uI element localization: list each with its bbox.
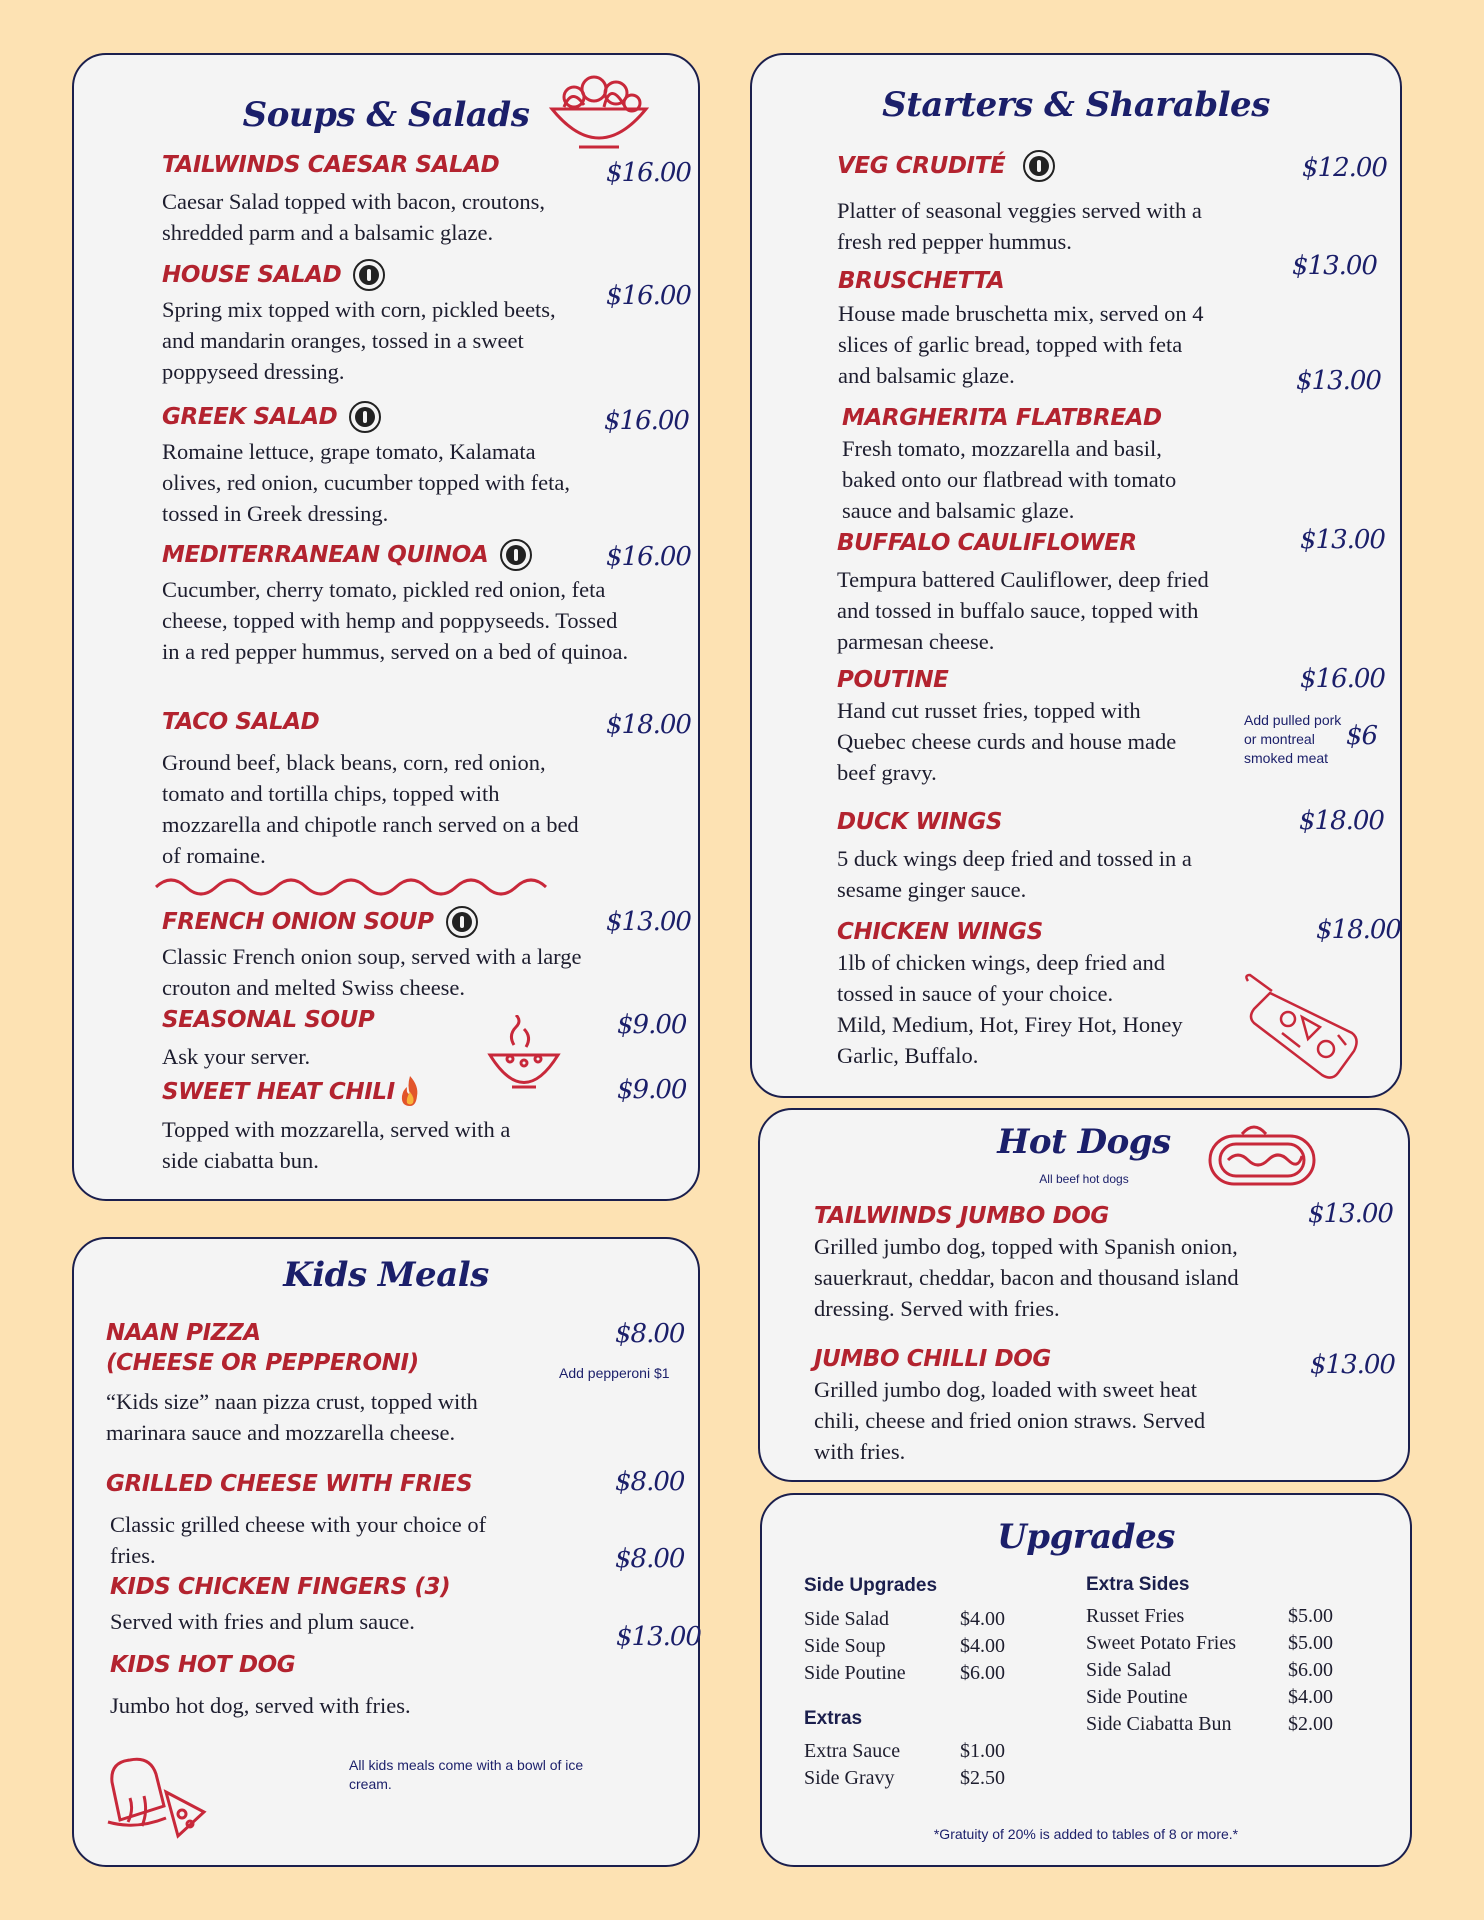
item-name: MEDITERRANEAN QUINOA <box>162 542 489 568</box>
grilled-cheese-icon <box>106 1752 216 1842</box>
item-name: TAILWINDS CAESAR SALAD <box>162 152 500 178</box>
item-description: Jumbo hot dog, served with fries. <box>110 1693 411 1718</box>
item-description: Spring mix topped with corn, pickled beets, and mandarin oranges, tossed in a sweet poppyseed dressing. <box>162 297 556 385</box>
item-price: $9.00 <box>617 1075 687 1105</box>
item-price: $8.00 <box>615 1467 685 1497</box>
item-price: $16.00 <box>604 406 689 436</box>
starters-panel <box>750 53 1402 1098</box>
section-subtitle: All beef hot dogs <box>1039 1172 1129 1186</box>
item-description: Romaine lettuce, grape tomato, Kalamata olives, red onion, cucumber topped with feta, tossed in Greek dressing. <box>162 439 571 527</box>
item-name-line2: (CHEESE OR PEPPERONI) <box>106 1350 419 1376</box>
menu-item <box>837 665 1177 788</box>
item-price: $16.00 <box>606 281 691 311</box>
item-price: $13.00 <box>616 1622 701 1652</box>
menu-item <box>162 1077 552 1176</box>
upgrade-row: Extra Sauce <box>804 1740 901 1762</box>
item-description: Grilled jumbo dog, loaded with sweet heat chili, cheese and fried onion straws. Served with fries. <box>814 1377 1206 1464</box>
charcuterie-board-icon <box>1242 973 1372 1083</box>
item-description: Ask your server. <box>162 1044 311 1069</box>
item-description: 1lb of chicken wings, deep fried and tossed in sauce of your choice. <box>837 950 1166 1006</box>
item-price: $16.00 <box>606 542 691 572</box>
item-description: “Kids size” naan pizza crust, topped with marinara sauce and mozzarella cheese. <box>106 1389 478 1445</box>
menu-item <box>162 540 632 667</box>
upgrade-price: $2.50 <box>960 1767 1005 1789</box>
item-price: $18.00 <box>606 710 691 740</box>
item-description: Hand cut russet fries, topped with Quebec cheese curds and house made beef gravy. <box>837 698 1177 785</box>
upgrade-row: Side Gravy <box>804 1767 895 1789</box>
menu-item <box>106 1469 530 1571</box>
upgrade-price: $5.00 <box>1288 1605 1333 1627</box>
upgrade-row: Side Salad <box>1086 1659 1171 1681</box>
menu-item <box>837 917 1197 1071</box>
menu-item <box>814 1201 1244 1324</box>
upgrade-price: $4.00 <box>960 1608 1005 1630</box>
menu-item <box>106 1318 526 1448</box>
item-name: SWEET HEAT CHILI <box>162 1079 395 1105</box>
item-price: $13.00 <box>1310 1350 1395 1380</box>
item-price: $13.00 <box>1308 1199 1393 1229</box>
gluten-free-icon <box>446 906 478 938</box>
item-description: Tempura battered Cauliflower, deep fried and tossed in buffalo sauce, topped with parmesan cheese. <box>837 567 1209 654</box>
side-upgrades-heading: Side Upgrades <box>804 1575 938 1596</box>
gluten-free-icon <box>349 401 381 433</box>
item-name: DUCK WINGS <box>837 809 1003 835</box>
upgrade-price: $6.00 <box>960 1662 1005 1684</box>
menu-item <box>814 1344 1234 1467</box>
upgrade-price: $4.00 <box>1288 1686 1333 1708</box>
item-description: Platter of seasonal veggies served with a fresh red pepper hummus. <box>837 198 1202 255</box>
gluten-free-icon <box>353 259 385 291</box>
flame-icon <box>397 1074 423 1108</box>
upgrade-price: $5.00 <box>1288 1632 1333 1654</box>
item-price: $18.00 <box>1299 806 1384 836</box>
upgrade-price: $2.00 <box>1288 1713 1333 1735</box>
section-title: Hot Dogs <box>997 1122 1171 1162</box>
item-name: KIDS CHICKEN FINGERS (3) <box>110 1574 451 1600</box>
item-name: NAAN PIZZA <box>106 1320 261 1346</box>
section-title: Upgrades <box>997 1517 1175 1557</box>
item-price: $13.00 <box>1300 525 1385 555</box>
section-title: Soups & Salads <box>242 95 530 135</box>
hot-dog-icon <box>1206 1116 1318 1196</box>
item-name: TACO SALAD <box>162 709 320 735</box>
item-description: Fresh tomato, mozzarella and basil, baked onto our flatbread with tomato sauce and balsamic glaze. <box>842 436 1177 523</box>
item-name: POUTINE <box>837 667 949 693</box>
upgrade-row: Side Ciabatta Bun <box>1086 1713 1232 1735</box>
item-name: HOUSE SALAD <box>162 262 342 288</box>
upgrade-row: Side Poutine <box>804 1662 906 1684</box>
item-name: MARGHERITA FLATBREAD <box>842 405 1162 431</box>
menu-item <box>837 151 1227 257</box>
item-name: SEASONAL SOUP <box>162 1007 375 1033</box>
section-title: Kids Meals <box>283 1255 489 1295</box>
item-name: GRILLED CHEESE WITH FRIES <box>106 1471 473 1497</box>
item-description: Ground beef, black beans, corn, red onion, tomato and tortilla chips, topped with mozzarella and chipotle ranch served on a bed of romaine. <box>162 750 579 868</box>
item-price: $16.00 <box>1300 664 1385 694</box>
extra-sides-heading: Extra Sides <box>1086 1574 1190 1595</box>
kids-meals-panel <box>72 1237 700 1867</box>
gluten-free-icon <box>1023 150 1055 182</box>
menu-item <box>162 1005 462 1072</box>
item-description: Classic French onion soup, served with a large crouton and melted Swiss cheese. <box>162 944 582 1001</box>
menu-item <box>162 402 582 529</box>
upgrade-row: Side Soup <box>804 1635 886 1657</box>
item-price: $13.00 <box>1292 251 1377 281</box>
kids-note: All kids meals come with a bowl of ice cream. <box>349 1757 584 1792</box>
gratuity-note: *Gratuity of 20% is added to tables of 8 or more.* <box>933 1826 1239 1842</box>
item-name: GREEK SALAD <box>162 404 338 430</box>
menu-item <box>162 150 602 248</box>
menu-item <box>837 807 1217 905</box>
item-name: BUFFALO CAULIFLOWER <box>837 530 1137 556</box>
upgrade-price: $6.00 <box>1288 1659 1333 1681</box>
item-description: House made bruschetta mix, served on 4 slices of garlic bread, topped with feta and balsamic glaze. <box>838 301 1204 388</box>
item-price: $9.00 <box>617 1010 687 1040</box>
sauce-options: Mild, Medium, Hot, Firey Hot, Honey Garlic, Buffalo. <box>837 1012 1183 1068</box>
menu-item <box>162 260 572 387</box>
item-name: FRENCH ONION SOUP <box>162 909 434 935</box>
item-price: $8.00 <box>615 1544 685 1574</box>
menu-item <box>838 266 1208 391</box>
item-description: Topped with mozzarella, served with a side ciabatta bun. <box>162 1117 511 1174</box>
item-name: KIDS HOT DOG <box>110 1652 296 1678</box>
addon-note: Add pepperoni $1 <box>559 1365 670 1381</box>
upgrade-price: $1.00 <box>960 1740 1005 1762</box>
item-price: $16.00 <box>606 158 691 188</box>
menu-item <box>110 1572 530 1637</box>
item-price: $13.00 <box>606 907 691 937</box>
upgrades-panel <box>760 1493 1412 1867</box>
item-price: $8.00 <box>615 1319 685 1349</box>
item-description: Served with fries and plum sauce. <box>110 1609 415 1634</box>
upgrade-row: Side Salad <box>804 1608 889 1630</box>
item-price: $12.00 <box>1302 153 1387 183</box>
menu-item <box>162 907 582 1003</box>
item-name: BRUSCHETTA <box>838 268 1005 294</box>
item-description: Grilled jumbo dog, topped with Spanish onion, sauerkraut, cheddar, bacon and thousand island dressing. Served with fries. <box>814 1234 1239 1321</box>
section-title: Starters & Sharables <box>882 85 1270 125</box>
gluten-free-icon <box>500 539 532 571</box>
upgrade-row: Sweet Potato Fries <box>1086 1632 1236 1654</box>
upgrade-row: Side Poutine <box>1086 1686 1188 1708</box>
item-name: JUMBO CHILLI DOG <box>814 1346 1051 1372</box>
item-description: Cucumber, cherry tomato, pickled red onion, feta cheese, topped with hemp and poppyseeds. Tossed in a red pepper hummus, served on a bed of quinoa. <box>162 577 629 665</box>
soups-salads-panel <box>72 53 700 1201</box>
hot-dogs-panel <box>758 1108 1410 1482</box>
menu-item <box>842 403 1212 526</box>
item-name: CHICKEN WINGS <box>837 919 1043 945</box>
menu-item <box>837 528 1217 657</box>
wavy-divider <box>154 875 554 899</box>
extras-heading: Extras <box>804 1708 863 1729</box>
item-description: Classic grilled cheese with your choice of fries. <box>110 1512 487 1568</box>
item-name: VEG CRUDITÉ <box>837 153 1006 179</box>
addon-price: $6 <box>1346 721 1378 751</box>
item-description: 5 duck wings deep fried and tossed in a sesame ginger sauce. <box>837 846 1192 902</box>
item-name: TAILWINDS JUMBO DOG <box>814 1203 1109 1229</box>
upgrade-price: $4.00 <box>960 1635 1005 1657</box>
item-description: Caesar Salad topped with bacon, croutons, shredded parm and a balsamic glaze. <box>162 189 546 245</box>
addon-note: Add pulled pork or montreal smoked meat <box>1244 712 1342 766</box>
menu-item <box>110 1650 530 1721</box>
menu-item <box>162 707 582 871</box>
item-price: $13.00 <box>1296 366 1381 396</box>
salad-bowl-icon <box>544 67 654 157</box>
upgrade-row: Russet Fries <box>1086 1605 1185 1627</box>
item-price: $18.00 <box>1316 915 1401 945</box>
